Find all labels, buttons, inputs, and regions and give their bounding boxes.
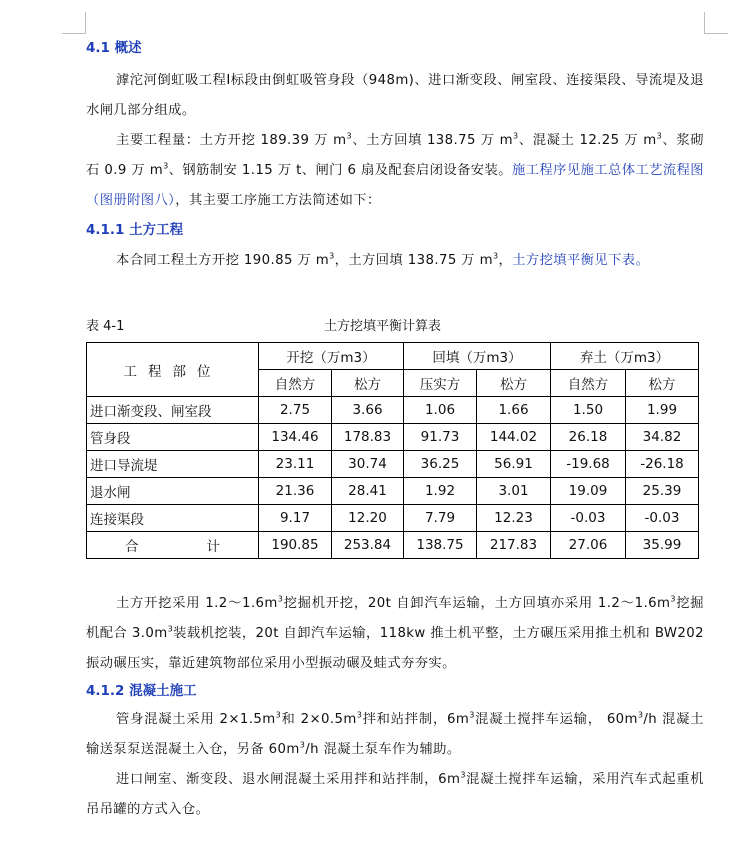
table-cell: 1.66 bbox=[477, 397, 551, 424]
table-cell: 1.50 bbox=[551, 397, 626, 424]
link-process-figure[interactable]: 施工程序见施工总体工艺流程图（图册附图八） bbox=[86, 163, 704, 208]
row-label: 进口导流堤 bbox=[87, 451, 259, 478]
table-cell: 138.75 bbox=[404, 532, 477, 559]
row-label: 退水闸 bbox=[87, 478, 259, 505]
table-cell: 34.82 bbox=[626, 424, 699, 451]
crop-mark-left-horizontal bbox=[62, 33, 86, 34]
table-cell: 21.36 bbox=[259, 478, 332, 505]
row-label: 进口渐变段、闸室段 bbox=[87, 397, 259, 424]
table-cell: 3.66 bbox=[332, 397, 404, 424]
table-cell: 217.83 bbox=[477, 532, 551, 559]
table-number: 表 4-1 bbox=[86, 319, 125, 334]
table-cell: 9.17 bbox=[259, 505, 332, 532]
table-cell: 134.46 bbox=[259, 424, 332, 451]
subheader-cell: 松方 bbox=[477, 370, 551, 397]
subheader-cell: 松方 bbox=[626, 370, 699, 397]
table-cell: 26.18 bbox=[551, 424, 626, 451]
table-cell: -19.68 bbox=[551, 451, 626, 478]
header-spoil: 弃土（万m3） bbox=[551, 343, 699, 370]
heading-4-1: 4.1 概述 bbox=[86, 40, 142, 56]
table-caption bbox=[86, 314, 704, 340]
table-cell: 2.75 bbox=[259, 397, 332, 424]
subheader-cell: 松方 bbox=[332, 370, 404, 397]
table-cell: 1.92 bbox=[404, 478, 477, 505]
table-row bbox=[87, 505, 699, 532]
subheader-cell: 自然方 bbox=[551, 370, 626, 397]
table-cell: 30.74 bbox=[332, 451, 404, 478]
row-label: 连接渠段 bbox=[87, 505, 259, 532]
table-row bbox=[87, 424, 699, 451]
link-balance-table[interactable]: 土方挖填平衡见下表。 bbox=[512, 253, 650, 268]
table-cell: 56.91 bbox=[477, 451, 551, 478]
paragraph-overview: 滹沱河倒虹吸工程Ⅰ标段由倒虹吸管身段（948m)、进口渐变段、闸室段、连接渠段、导流堤及退水闸几部分组成。 bbox=[86, 73, 704, 118]
table-title: 土方挖填平衡计算表 bbox=[324, 319, 442, 334]
table-row bbox=[87, 478, 699, 505]
table-cell: 91.73 bbox=[404, 424, 477, 451]
table-row bbox=[87, 397, 699, 424]
row-label-total: 合计 bbox=[87, 532, 259, 559]
table-cell: -0.03 bbox=[551, 505, 626, 532]
table-cell: 3.01 bbox=[477, 478, 551, 505]
table-total-row bbox=[87, 532, 699, 559]
table-cell: -26.18 bbox=[626, 451, 699, 478]
table-cell: 178.83 bbox=[332, 424, 404, 451]
header-location: 工程部位 bbox=[87, 343, 259, 397]
paragraph-concrete-pipe: 管身混凝土采用 $2\times 1.5m^3$和 $2\times 0.5m^3$拌和站拌制，$6m^3$混凝土搅拌车运输， $60m^3/h$ 混凝土输送泵泵送混凝土入仓，另备 $60m^3/h$ 混凝土泵车作为辅助。 bbox=[86, 710, 704, 757]
table-cell: 7.79 bbox=[404, 505, 477, 532]
table-cell: 253.84 bbox=[332, 532, 404, 559]
heading-4-1-2: 4.1.2 混凝土施工 bbox=[86, 683, 197, 699]
table-cell: 36.25 bbox=[404, 451, 477, 478]
table-cell: 23.11 bbox=[259, 451, 332, 478]
table-cell: -0.03 bbox=[626, 505, 699, 532]
table-header-row bbox=[87, 343, 699, 370]
heading-4-1-1: 4.1.1 土方工程 bbox=[86, 222, 184, 238]
crop-mark-right-vertical bbox=[704, 12, 705, 34]
document-page bbox=[86, 38, 704, 825]
paragraph-earthwork-method: 土方开挖采用 $1.2\sim 1.6m^3$挖掘机开挖，20t 自卸汽车运输，土方回填亦采用 $1.2\sim 1.6m^3$挖掘机配合 $3.0m^3$装载机挖装，20t 自卸汽车运输，118kw 推土机平整，土方碾压采用推土机和 BW202 振动碾压实，靠近建筑物部位采用小型振动碾及蛙式夯夯实。 bbox=[86, 594, 704, 671]
table-cell: 12.23 bbox=[477, 505, 551, 532]
earthwork-balance-table bbox=[86, 342, 699, 559]
table-cell: 25.39 bbox=[626, 478, 699, 505]
crop-mark-left-vertical bbox=[85, 12, 86, 34]
subheader-cell: 自然方 bbox=[259, 370, 332, 397]
table-row bbox=[87, 451, 699, 478]
table-cell: 35.99 bbox=[626, 532, 699, 559]
subheader-cell: 压实方 bbox=[404, 370, 477, 397]
table-cell: 1.99 bbox=[626, 397, 699, 424]
crop-mark-right-horizontal bbox=[704, 33, 728, 34]
table-cell: 12.20 bbox=[332, 505, 404, 532]
table-cell: 19.09 bbox=[551, 478, 626, 505]
table-cell: 1.06 bbox=[404, 397, 477, 424]
table-cell: 144.02 bbox=[477, 424, 551, 451]
table-cell: 27.06 bbox=[551, 532, 626, 559]
paragraph-concrete-gate: 进口闸室、渐变段、退水闸混凝土采用拌和站拌制，$6m^3$混凝土搅拌车运输，采用汽车式起重机吊吊罐的方式入仓。 bbox=[86, 770, 704, 817]
row-label: 管身段 bbox=[87, 424, 259, 451]
table-cell: 28.41 bbox=[332, 478, 404, 505]
header-excavation: 开挖（万m3） bbox=[259, 343, 404, 370]
paragraph-earthwork-summary: 本合同工程土方开挖 190.85 万 $m^3$，土方回填 138.75 万 $m^3$，土方挖填平衡见下表。 bbox=[116, 251, 650, 268]
table-cell: 190.85 bbox=[259, 532, 332, 559]
header-backfill: 回填（万m3） bbox=[404, 343, 551, 370]
paragraph-quantities: 主要工程量：土方开挖 189.39 万 $m^3$、土方回填 138.75 万 $m^3$、混凝土 12.25 万 $m^3$、浆砌石 0.9 万 $m^3$、钢筋制安 1.15 万 t、闸门 6 扇及配套启闭设备安装。施工程序见施工总体工艺流程图（图册附图八），其主要工序施工方法简述如下： bbox=[86, 131, 705, 208]
